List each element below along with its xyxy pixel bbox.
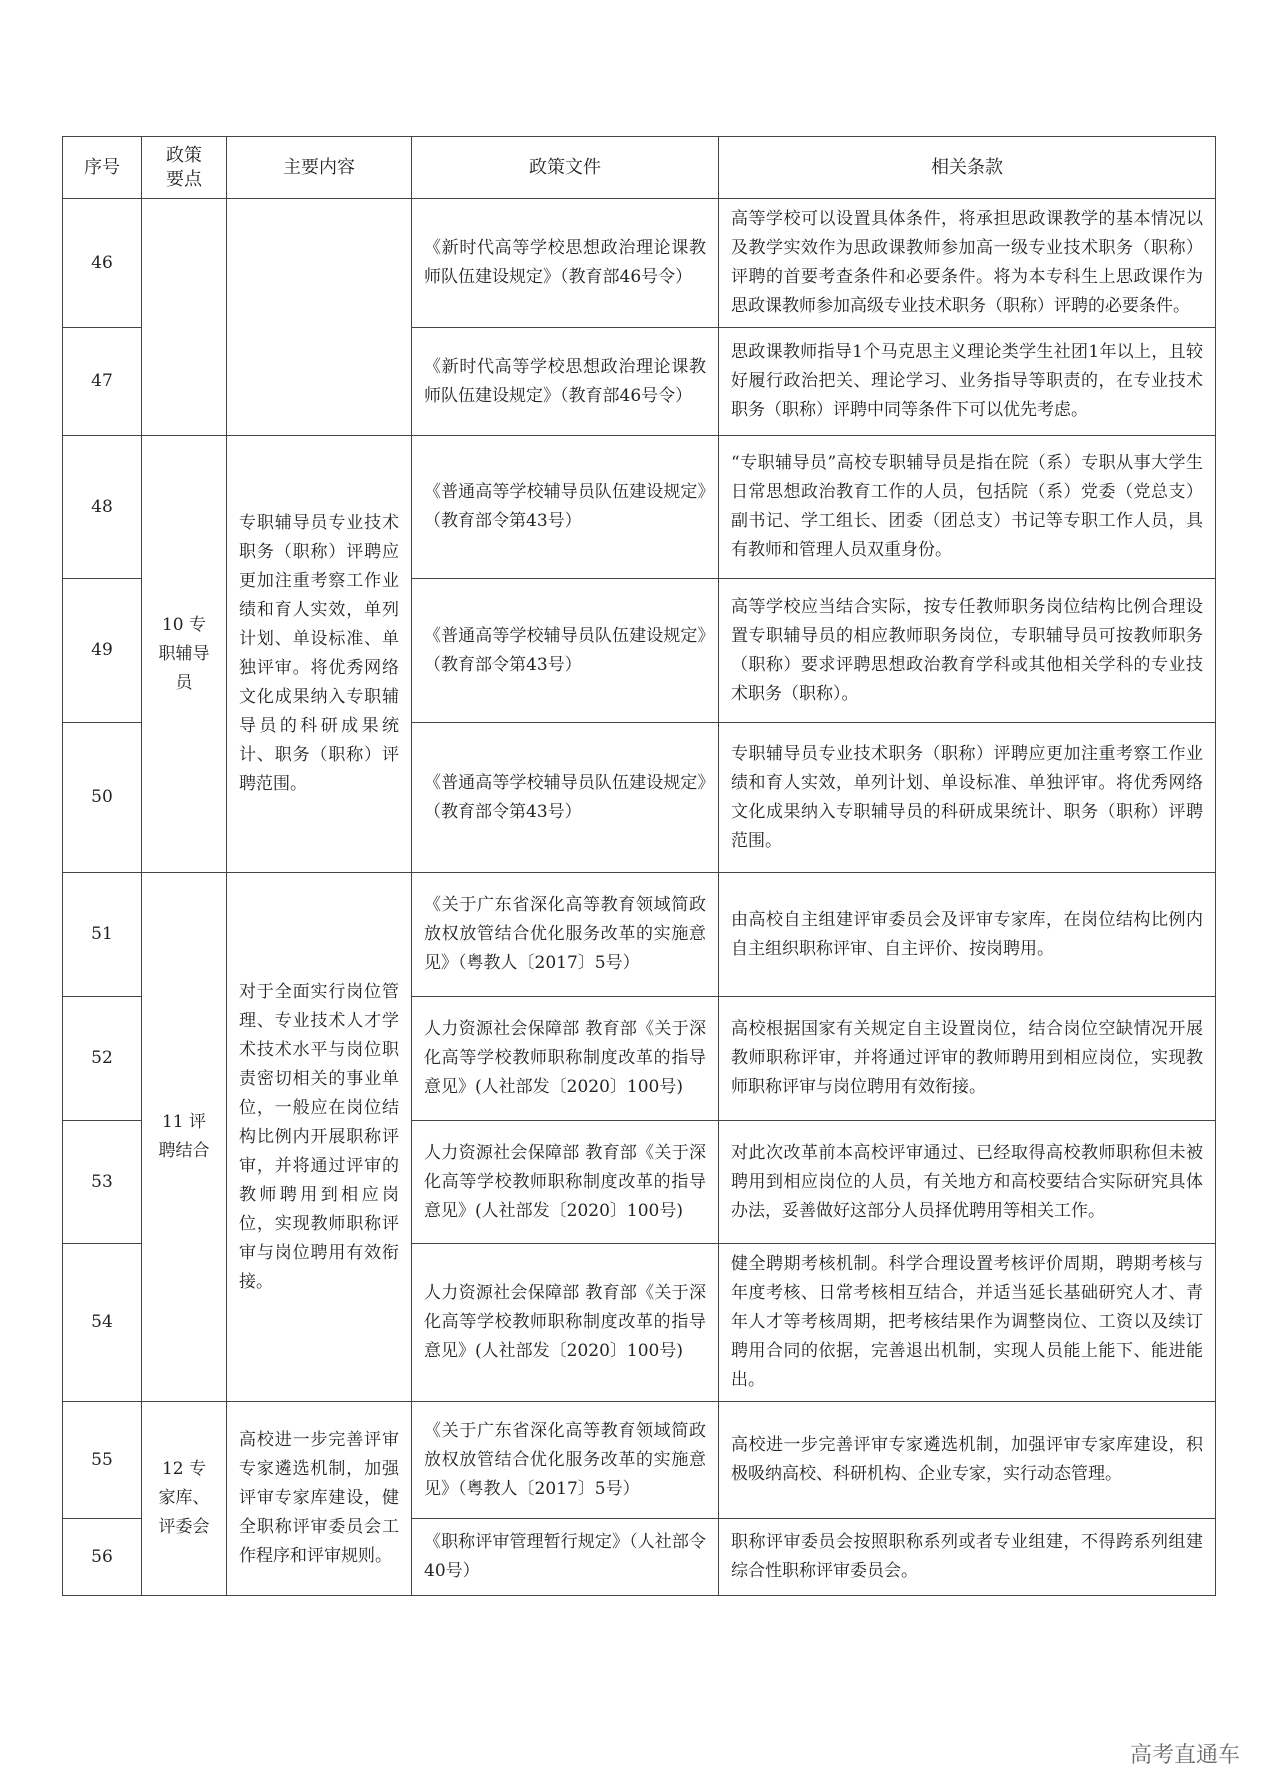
main-content-cell: 对于全面实行岗位管理、专业技术人才学术技术水平与岗位职责密切相关的事业单位，一般应在岗位结构比例内开展职称评审，并将通过评审的教师聘用到相应岗位，实现教师职称评审与岗位聘用有效衔接。 (227, 873, 412, 1402)
policy-point-cell (142, 199, 227, 436)
policy-document: 人力资源社会保障部 教育部《关于深化高等学校教师职称制度改革的指导意见》(人社部发〔2020〕100号) (412, 1121, 719, 1244)
row-number: 50 (63, 723, 142, 873)
row-number: 56 (63, 1519, 142, 1596)
table-row (63, 199, 1216, 328)
related-clause: 思政课教师指导1个马克思主义理论类学生社团1年以上，且较好履行政治把关、理论学习、业务指导等职责的，在专业技术职务（职称）评聘中同等条件下可以优先考虑。 (719, 328, 1216, 436)
policy-document: 《新时代高等学校思想政治理论课教师队伍建设规定》（教育部46号令） (412, 199, 719, 328)
policy-point-cell: 10 专职辅导员 (142, 436, 227, 873)
header-doc: 政策文件 (412, 137, 719, 199)
row-number: 55 (63, 1402, 142, 1519)
row-number: 46 (63, 199, 142, 328)
related-clause: 高校根据国家有关规定自主设置岗位，结合岗位空缺情况开展教师职称评审，并将通过评审的教师聘用到相应岗位，实现教师职称评审与岗位聘用有效衔接。 (719, 997, 1216, 1121)
row-number: 49 (63, 579, 142, 723)
header-content: 主要内容 (227, 137, 412, 199)
table-row (63, 436, 1216, 579)
policy-point-cell: 11 评聘结合 (142, 873, 227, 1402)
policy-document: 人力资源社会保障部 教育部《关于深化高等学校教师职称制度改革的指导意见》(人社部发〔2020〕100号) (412, 997, 719, 1121)
policy-point-cell: 12 专家库、评委会 (142, 1402, 227, 1596)
main-content-cell (227, 199, 412, 436)
related-clause: “专职辅导员”高校专职辅导员是指在院（系）专职从事大学生日常思想政治教育工作的人员，包括院（系）党委（党总支）副书记、学工组长、团委（团总支）书记等专职工作人员，具有教师和管理人员双重身份。 (719, 436, 1216, 579)
policy-document: 《职称评审管理暂行规定》（人社部令40号） (412, 1519, 719, 1596)
policy-document: 《新时代高等学校思想政治理论课教师队伍建设规定》（教育部46号令） (412, 328, 719, 436)
header-clause: 相关条款 (719, 137, 1216, 199)
related-clause: 高等学校应当结合实际，按专任教师职务岗位结构比例合理设置专职辅导员的相应教师职务岗位，专职辅导员可按教师职务（职称）要求评聘思想政治教育学科或其他相关学科的专业技术职务（职称）。 (719, 579, 1216, 723)
related-clause: 健全聘期考核机制。科学合理设置考核评价周期，聘期考核与年度考核、日常考核相互结合，并适当延长基础研究人才、青年人才等考核周期，把考核结果作为调整岗位、工资以及续订聘用合同的依据，完善退出机制，实现人员能上能下、能进能出。 (719, 1244, 1216, 1402)
policy-table (62, 136, 1216, 1596)
row-number: 52 (63, 997, 142, 1121)
row-number: 47 (63, 328, 142, 436)
related-clause: 对此次改革前本高校评审通过、已经取得高校教师职称但未被聘用到相应岗位的人员，有关地方和高校要结合实际研究具体办法，妥善做好这部分人员择优聘用等相关工作。 (719, 1121, 1216, 1244)
table-row (63, 873, 1216, 997)
row-number: 51 (63, 873, 142, 997)
main-content-cell: 高校进一步完善评审专家遴选机制，加强评审专家库建设，健全职称评审委员会工作程序和评审规则。 (227, 1402, 412, 1596)
policy-document: 《普通高等学校辅导员队伍建设规定》（教育部令第43号） (412, 436, 719, 579)
watermark: 高考直通车 (1129, 1743, 1240, 1768)
row-number: 53 (63, 1121, 142, 1244)
table-row (63, 1402, 1216, 1519)
related-clause: 高等学校可以设置具体条件，将承担思政课教学的基本情况以及教学实效作为思政课教师参加高一级专业技术职务（职称）评聘的首要考查条件和必要条件。将为本专科生上思政课作为思政课教师参加高级专业技术职务（职称）评聘的必要条件。 (719, 199, 1216, 328)
row-number: 48 (63, 436, 142, 579)
related-clause: 高校进一步完善评审专家遴选机制，加强评审专家库建设，积极吸纳高校、科研机构、企业专家，实行动态管理。 (719, 1402, 1216, 1519)
policy-document: 《关于广东省深化高等教育领域简政放权放管结合优化服务改革的实施意见》（粤教人〔2017〕5号） (412, 1402, 719, 1519)
header-no: 序号 (63, 137, 142, 199)
policy-document: 《普通高等学校辅导员队伍建设规定》（教育部令第43号） (412, 723, 719, 873)
policy-document: 人力资源社会保障部 教育部《关于深化高等学校教师职称制度改革的指导意见》(人社部发〔2020〕100号) (412, 1244, 719, 1402)
related-clause: 专职辅导员专业技术职务（职称）评聘应更加注重考察工作业绩和育人实效，单列计划、单设标准、单独评审。将优秀网络文化成果纳入专职辅导员的科研成果统计、职务（职称）评聘范围。 (719, 723, 1216, 873)
related-clause: 由高校自主组建评审委员会及评审专家库，在岗位结构比例内自主组织职称评审、自主评价、按岗聘用。 (719, 873, 1216, 997)
policy-document: 《普通高等学校辅导员队伍建设规定》（教育部令第43号） (412, 579, 719, 723)
header-row (63, 137, 1216, 199)
policy-document: 《关于广东省深化高等教育领域简政放权放管结合优化服务改革的实施意见》（粤教人〔2017〕5号） (412, 873, 719, 997)
main-content-cell: 专职辅导员专业技术职务（职称）评聘应更加注重考察工作业绩和育人实效，单列计划、单设标准、单独评审。将优秀网络文化成果纳入专职辅导员的科研成果统计、职务（职称）评聘范围。 (227, 436, 412, 873)
row-number: 54 (63, 1244, 142, 1402)
related-clause: 职称评审委员会按照职称系列或者专业组建，不得跨系列组建综合性职称评审委员会。 (719, 1519, 1216, 1596)
header-point: 政策 要点 (142, 137, 227, 199)
